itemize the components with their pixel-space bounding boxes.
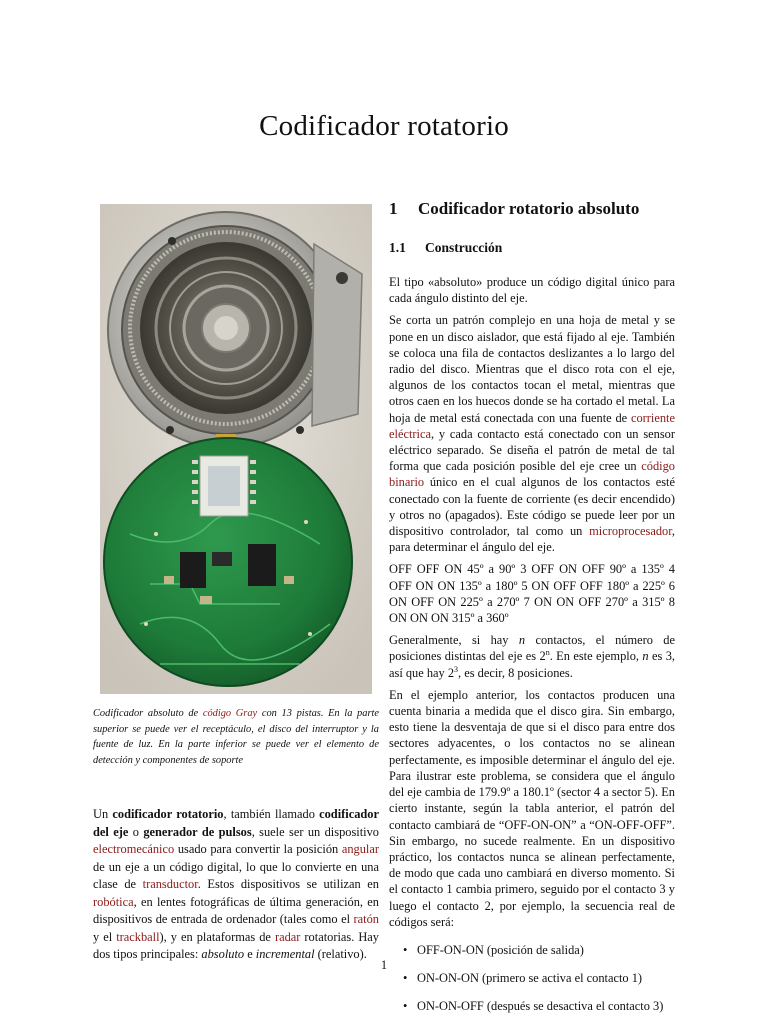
- transductor-link[interactable]: transductor: [142, 877, 198, 891]
- codigo-gray-link[interactable]: código Gray: [202, 708, 258, 719]
- section-number: 1: [389, 199, 398, 218]
- corriente-electrica-link[interactable]: corriente eléctrica: [389, 410, 675, 441]
- intro-text: , en lentes fotográficas de última generación, en dispositivos de entrada de ordenador (tales como el: [93, 894, 379, 926]
- intro-bold-term: codificador rotatorio: [112, 807, 224, 821]
- microprocesador-link[interactable]: microprocesador: [589, 524, 672, 539]
- intro-italic-term: incremental: [255, 947, 315, 961]
- right-column: [389, 196, 675, 1027]
- paragraph-text: Generalmente, si hay: [389, 633, 519, 648]
- intro-italic-term: absoluto: [201, 947, 245, 961]
- radar-link[interactable]: radar: [274, 929, 301, 944]
- intro-text: rotatorias. Hay dos tipos principales:: [93, 929, 379, 961]
- superscript-3: 3: [454, 664, 459, 674]
- intro-text: . Estos dispositivos se utilizan en: [197, 877, 379, 891]
- paragraph-binary-count: En el ejemplo anterior, los contactos producen una cuenta binaria a medida que el disco gira. Sin embargo, esto tiene la desventaja de que si el disco para entre dos sectores adyacentes, o los contactos no se alinean perfectamente, es imposible determinar el ángulo del eje. Para ilustrar este problema, se considera que el ángulo del eje cambia de 179.9º a 180.1º (sector 4 a sector 5). En cierto instante, según la tabla anterior, el patrón del contacto cambiará de “OFF-ON-ON” a “ON-OFF-OFF”. Sin embargo, no sucede realmente. En un dispositivo práctico, los contactos nunca se alinean perfectamente, de modo que cada uno cambiará en diverso momento. Si el contacto 1 cambia primero, seguido por el contacto 3 y luego el contacto 2, por ejemplo, la secuencia real de códigos será:: [389, 687, 675, 929]
- section-title: Codificador rotatorio absoluto: [418, 199, 640, 218]
- document-title: Codificador rotatorio: [259, 110, 509, 142]
- subsection-title: Construcción: [425, 240, 503, 255]
- electromecanico-link[interactable]: electromecánico: [93, 842, 175, 856]
- intro-text: (relativo).: [314, 947, 367, 961]
- superscript-n: n: [545, 648, 550, 658]
- subsection-heading: [389, 238, 675, 258]
- intro-text: de un eje a un código digital, lo que lo convierte en una clase de: [93, 859, 379, 891]
- robotica-link[interactable]: robótica: [93, 894, 134, 909]
- paragraph-text: Se corta un patrón complejo en una hoja de metal y se pone en un disco aislador, que está fijado al eje. También se coloca una fila de contactos deslizantes a lo largo del radio del disco. Mientras que el disco rota con el eje, algunos de los contactos tocan el metal, mientras que otros caen en los huecos donde se ha cortado el metal. La hoja de metal está conectada con una fuente de: [389, 313, 675, 425]
- code-sequence-list: [389, 942, 675, 1015]
- math-n: n: [518, 633, 526, 648]
- intro-paragraph: [93, 806, 379, 964]
- intro-text: , también llamado: [223, 807, 320, 821]
- paragraph-absolute-type: El tipo «absoluto» produce un código digital único para cada ángulo distinto del eje.: [389, 275, 675, 306]
- list-item: • ON-ON-OFF (después se desactiva el contacto 3): [389, 998, 675, 1014]
- section-heading: [389, 196, 675, 222]
- caption-text: Codificador absoluto de: [93, 708, 203, 719]
- intro-text: o: [128, 824, 144, 839]
- encoder-photo-illustration: [100, 204, 372, 694]
- figure-caption: [93, 706, 379, 768]
- paragraph-text: , para determinar el ángulo del eje.: [389, 524, 675, 555]
- intro-text: Un: [93, 807, 113, 821]
- paragraph-text: único en el cual algunos de los contactos esté conectado con la fuente de corriente (es decir encendido) y otros no (apagados). Este código se puede leer por un dispositivo controlador, tal como un: [389, 475, 675, 539]
- raton-link[interactable]: ratón: [353, 912, 379, 926]
- angular-link[interactable]: angular: [341, 842, 379, 856]
- paragraph-positions: [389, 632, 675, 681]
- intro-text: usado para convertir la posición: [174, 842, 342, 856]
- paragraph-text: , y cada contacto está conectado con un sensor eléctrico separado. Se diseña el patrón de metal de tal forma que cada posición posible del eje cree un: [389, 426, 675, 474]
- list-item: • OFF-ON-ON (posición de salida): [389, 942, 675, 958]
- paragraph-text: . En este ejemplo,: [549, 649, 643, 664]
- paragraph-text: , es decir, 8 posiciones.: [458, 665, 573, 680]
- intro-bold-term: generador de pulsos: [143, 824, 252, 839]
- trackball-link[interactable]: trackball: [116, 929, 160, 944]
- paragraph-construction: [389, 312, 675, 555]
- encoder-photo: [100, 204, 372, 694]
- intro-text: y el: [93, 929, 117, 944]
- caption-text-rest: con 13 pistas. En la parte superior se puede ver el receptáculo, el disco del interruptor y la fuente de luz. En la parte inferior se puede ver el elemento de detección y componentes de soporte: [93, 708, 379, 766]
- page-number: 1: [380, 958, 388, 972]
- subsection-number: 1.1: [389, 240, 406, 255]
- paragraph-code-table: OFF OFF ON 45º a 90º 3 OFF ON OFF 90º a 135º 4 OFF ON ON 135º a 180º 5 ON OFF OFF 180º a 225º 6 ON OFF ON 225º a 270º 7 ON ON OFF 270º a 315º 8 ON ON ON 315º a 360º: [389, 562, 675, 626]
- intro-text: , suele ser un dispositivo: [251, 824, 380, 839]
- intro-text: ), y en plataformas de: [159, 929, 275, 944]
- paragraph-text: contactos, el número de posiciones distintas del eje es 2: [389, 633, 675, 664]
- list-item: • ON-ON-ON (primero se activa el contacto 1): [389, 970, 675, 986]
- intro-bold-term: codificador del eje: [93, 807, 379, 839]
- paragraph-text: es 3, así que hay 2: [389, 649, 676, 680]
- math-n: n: [642, 649, 649, 664]
- intro-text: e: [244, 947, 256, 961]
- codigo-binario-link[interactable]: código binario: [389, 459, 675, 490]
